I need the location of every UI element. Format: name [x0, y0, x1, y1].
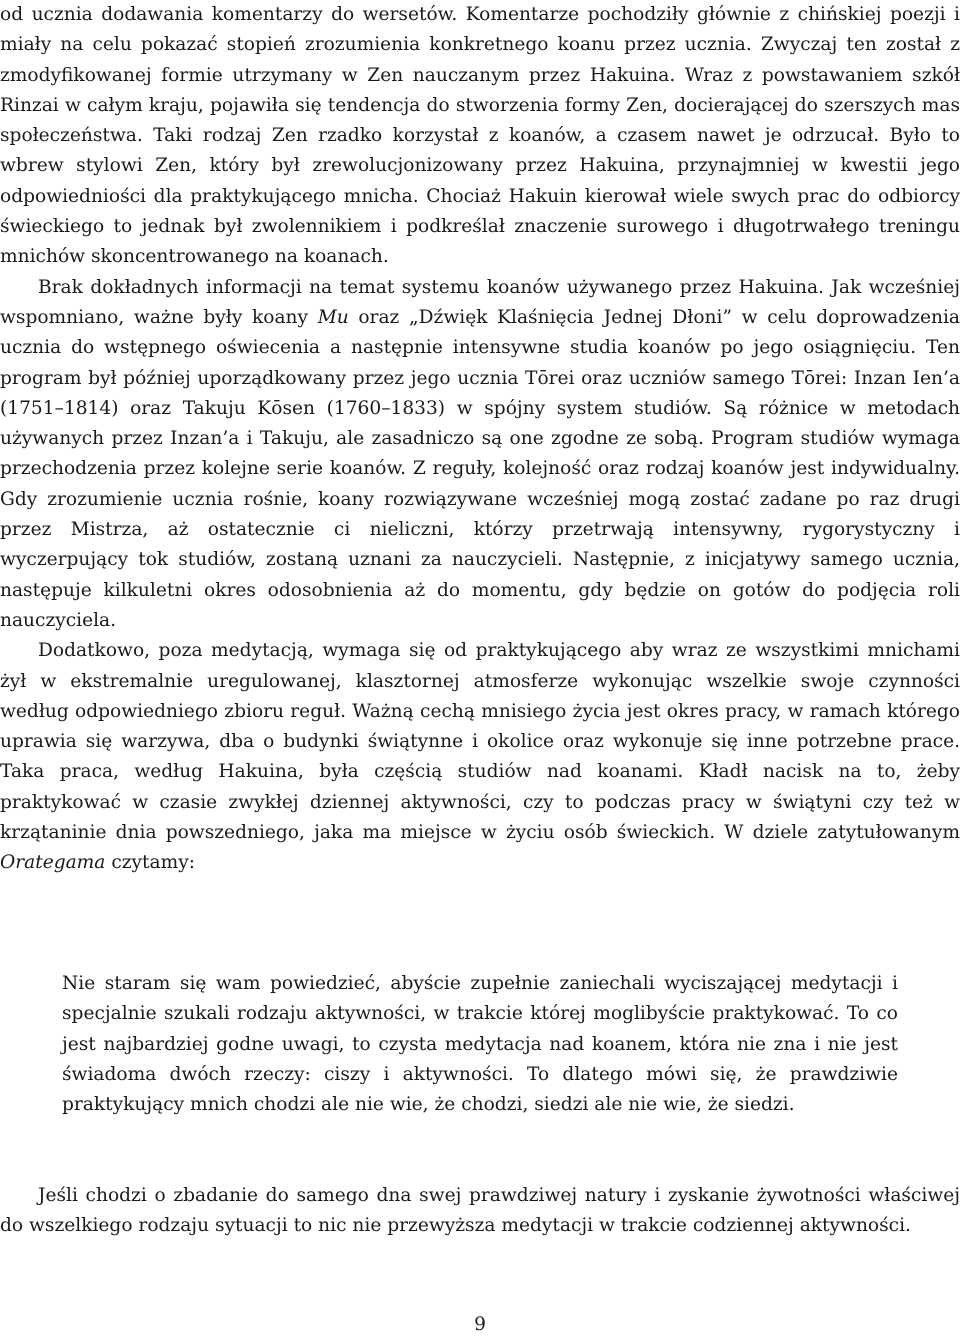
- koan-system-paragraph: [0, 273, 960, 637]
- block-quote: [62, 969, 898, 1120]
- paragraph-text: czytamy:: [105, 852, 195, 874]
- paragraph-text: Brak dokładnych informacji na temat systemu koanów używanego przez Hakuina. Jak wcześniej wspomniano, ważne były koany: [0, 276, 960, 328]
- paragraph-text: oraz „Dźwięk Klaśnięcia Jednej Dłoni” w celu doprowadzenia ucznia do wstępnego oświecenia a następnie intensywne studia koanów po jego osiągnięciu. Ten program był później uporządkowany przez jego ucznia Tōrei oraz uczniów samego Tōrei: Inzan Ien’a (1751–1814) oraz Takuju Kōsen (1760–1833) w spójny system studiów. Są różnice w metodach używanych przez Inzan’a i Takuju, ale zasadniczo są one zgodne ze sobą. Program studiów wymaga przechodzenia przez kolejne serie koanów. Z reguły, kolejność oraz rodzaj koanów jest indywidualny. Gdy zrozumienie ucznia rośnie, koany rozwiązywane wcześniej mogą zostać zadane po raz drugi przez Mistrza, aż ostatecznie ci nieliczni, którzy przetrwają intensywny, rygorystyczny i wyczerpujący tok studiów, zostaną uznani za nauczycieli. Następnie, z inicjatywy samego ucznia, następuje kilkuletni okres odosobnienia aż do momentu, gdy będzie on gotów do podjęcia roli nauczyciela.: [0, 306, 960, 631]
- closing-text-block: [0, 1181, 960, 1242]
- page-number: 9: [474, 1314, 486, 1335]
- intro-paragraph: od ucznia dodawania komentarzy do wersetów. Komentarze pochodziły głównie z chińskiej poezji i miały na celu pokazać stopień zrozumienia konkretnego koanu przez ucznia. Zwyczaj ten został z zmodyfikowanej formie utrzymany w Zen nauczanym przez Hakuina. Wraz z powstawaniem szkół Rinzai w całym kraju, pojawiła się tendencja do stworzenia formy Zen, docierającej do szerszych mas społeczeństwa. Taki rodzaj Zen rzadko korzystał z koanów, a czasem nawet je odrzucał. Było to wbrew stylowi Zen, który był zrewolucjonizowany przez Hakuina, przynajmniej w kwestii jego odpowiedniości dla praktykującego mnicha. Chociaż Hakuin kierował wiele swych prac do odbiorcy świeckiego to jednak był zwolennikiem i podkreślał znaczenie surowego i długotrwałego treningu mnichów skoncentrowanego na koanach.: [0, 4, 960, 268]
- paragraph-text: Dodatkowo, poza medytacją, wymaga się od praktykującego aby wraz ze wszystkimi mnichami żył w ekstremalnie uregulowanej, klasztornej atmosferze wykonując wszelkie swoje czynności według odpowiedniego zbioru reguł. Ważną cechą mnisiego życia jest okres pracy, w ramach którego uprawia się warzywa, dba o budynki świątynne i okolice oraz wykonuje się inne potrzebne prace. Taka praca, według Hakuina, była częścią studiów nad koanami. Kładł nacisk na to, żeby praktykować w czasie zwykłej dziennej aktywności, czy to podczas pracy w świątyni czy też w krzątaninie dnia powszedniego, jaka ma miejsce w życiu osób świeckich. W dziele zatytułowanym: [0, 640, 960, 844]
- koan-mu-term: Mu: [317, 306, 349, 328]
- closing-paragraph: Jeśli chodzi o zbadanie do samego dna swej prawdziwej natury i zyskanie żywotności właściwej do wszelkiego rodzaju sytuacji to nic nie przewyższa medytacji w trakcie codziennej aktywności.: [0, 1185, 960, 1237]
- quote-text: Nie staram się wam powiedzieć, abyście zupełnie zaniechali wyciszającej medytacji i specjalnie szukali rodzaju aktywności, w trakcie której moglibyście praktykować. To co jest najbardziej godne uwagi, to czysta medytacja nad koanem, która nie zna i nie jest świadoma dwóch rzeczy: ciszy i aktywności. To dlatego mówi się, że prawdziwie praktykujący mnich chodzi ale nie wie, że chodzi, siedzi ale nie wie, że siedzi.: [62, 973, 898, 1116]
- monastic-life-paragraph: [0, 636, 960, 878]
- work-title: Orategama: [0, 852, 106, 874]
